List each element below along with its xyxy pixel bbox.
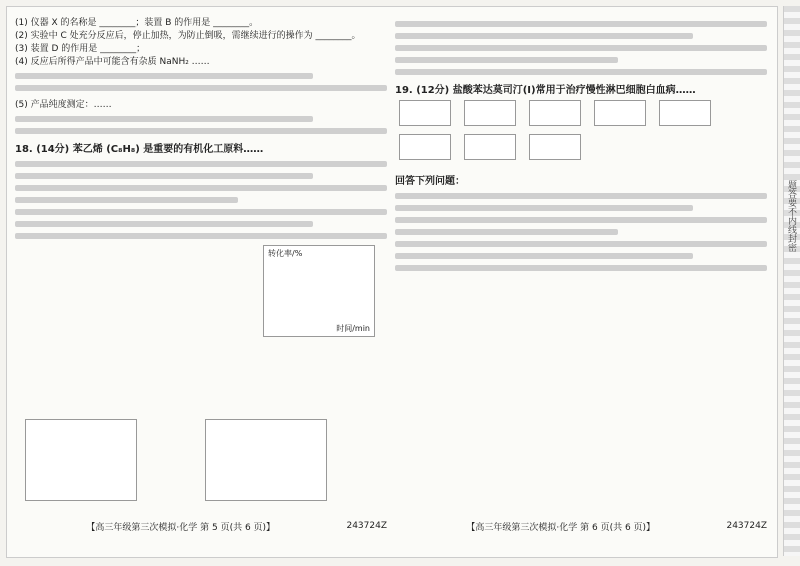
left-line-2: (2) 实验中 C 处充分反应后，停止加热，为防止倒吸，需继续进行的操作为 ________。: [15, 31, 361, 41]
left-footer-text: 【高三年级第三次模拟·化学 第 5 页(共 6 页)】: [86, 522, 276, 533]
text-line: [15, 221, 313, 227]
structure-h: [464, 134, 516, 160]
text-line: [395, 217, 767, 223]
text-line: [395, 265, 767, 271]
question-19: [395, 81, 767, 166]
structure-e: [594, 100, 646, 126]
right-top-lines: [395, 21, 767, 75]
text-line: [395, 33, 693, 39]
text-line: [395, 45, 767, 51]
text-line: [15, 233, 387, 239]
text-line: [15, 116, 313, 122]
text-line: [15, 73, 313, 79]
binding-strip-text: 题答要不内线封密: [786, 180, 796, 252]
text-line: [15, 161, 387, 167]
right-footer-text: 【高三年级第三次模拟·化学 第 6 页(共 6 页)】: [466, 522, 656, 533]
text-line: [15, 185, 387, 191]
page-right: [395, 15, 767, 535]
chart-conversion-ylabel: 转化率/%: [268, 249, 303, 258]
chart-conversion-xlabel: 时间/min: [336, 324, 370, 333]
text-line: [395, 229, 618, 235]
text-line: [395, 57, 618, 63]
text-line: [15, 128, 387, 134]
right-question-body: [395, 172, 767, 271]
text-line: [395, 21, 767, 27]
binding-strip: [783, 6, 800, 556]
questions-header: 回答下列问题：: [395, 176, 465, 187]
q18-title: 18. (14分) 苯乙烯 (C₈H₈) 是重要的有机化工原料……: [15, 144, 264, 155]
text-line: [15, 173, 313, 179]
structure-a: [399, 100, 451, 126]
left-line-4: (4) 反应后所得产品中可能含有杂质 NaNH₂ ……: [15, 57, 210, 67]
text-line: [15, 85, 387, 91]
text-line: [395, 205, 693, 211]
text-line: [395, 193, 767, 199]
left-footer-code: 243724Z: [346, 521, 387, 531]
structure-c: [529, 100, 581, 126]
left-line-3: (3) 装置 D 的作用是 ________；: [15, 44, 146, 54]
text-line: [15, 197, 238, 203]
left-footer: [15, 517, 387, 535]
question-18: [15, 140, 387, 239]
structure-b: [464, 100, 516, 126]
q19-title: 19. (12分) 盐酸苯达莫司汀(I)常用于治疗慢性淋巴细胞白血病……: [395, 85, 696, 96]
exam-spread: [6, 6, 778, 558]
structure-i: [529, 134, 581, 160]
text-line: [395, 253, 693, 259]
right-footer: [395, 517, 767, 535]
text-line: [395, 69, 767, 75]
right-footer-code: 243724Z: [726, 521, 767, 531]
text-line: [395, 241, 767, 247]
chart-conversion: [263, 245, 375, 337]
page-left: [15, 15, 387, 535]
left-line-5: (5) 产品纯度测定：……: [15, 100, 112, 110]
chart-electrolysis: [205, 419, 327, 501]
structure-f: [659, 100, 711, 126]
text-line: [15, 209, 387, 215]
left-line-1: (1) 仪器 X 的名称是 ________；装置 B 的作用是 ________。: [15, 18, 259, 28]
left-header-block: [15, 15, 387, 134]
chart-time: [25, 419, 137, 501]
structure-g: [399, 134, 451, 160]
